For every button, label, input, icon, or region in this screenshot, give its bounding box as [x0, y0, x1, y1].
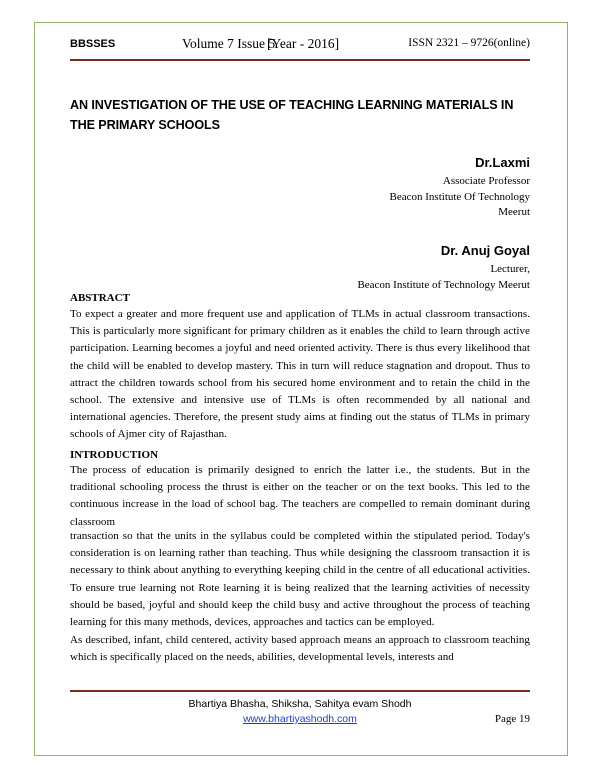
- page-number: Page 19: [494, 713, 530, 725]
- volume-issue: Volume 7 Issue 5: [182, 36, 276, 51]
- abstract-text: To expect a greater and more frequent use and application of TLMs in actual classroom transactions. This is particularly more significant for primary children as it enables the child to learn through active participation. Learning becomes a joyful and need oriented activity. There is thus every likelihood that the child will be enabled to develop mastery. This in turn will reduce stagnation and dropout. Thus to attract the children towards school from his secured home environment and to retain the child in the school. The extensive and intensive use of TLMs is often recommended by all national and international agencies. Therefore, the present study aims at finding out the status of TLMs in primary schools of Ajmer city of Rajasthan.: [70, 308, 530, 441]
- author-affiliation-line: Meerut: [498, 206, 530, 219]
- author-block-2: [357, 243, 530, 293]
- footer-url-link[interactable]: www.bhartiyashodh.com: [243, 713, 357, 725]
- author-affiliation-line: Lecturer,: [490, 263, 530, 275]
- paper-title: AN INVESTIGATION OF THE USE OF TEACHING LEARNING MATERIALS IN THE PRIMARY SCHOOLS: [70, 98, 514, 132]
- footer-publisher: Bhartiya Bhasha, Shiksha, Sahitya evam Shodh: [188, 698, 412, 710]
- author-affiliation-line: Beacon Institute of Technology Meerut: [357, 278, 530, 291]
- abstract-heading: ABSTRACT: [70, 292, 130, 304]
- introduction-paragraph: As described, infant, child centered, activity based approach means an approach to classroom teaching which is specifically placed on the needs, abilities, developmental levels, interests and: [70, 634, 530, 664]
- author-affiliation-line: Associate Professor: [442, 175, 530, 187]
- author-affiliation-line: Beacon Institute Of Technology: [389, 190, 530, 203]
- header-rule: [70, 59, 530, 61]
- issn-label: ISSN 2321 – 9726(online): [408, 37, 530, 49]
- running-header: [70, 36, 530, 56]
- introduction-heading: INTRODUCTION: [70, 449, 159, 461]
- footer-rule: [70, 690, 530, 692]
- author-name: Dr. Anuj Goyal: [440, 243, 530, 258]
- year-label: [Year - 2016]: [267, 36, 340, 51]
- author-block-1: [390, 155, 530, 221]
- author-name: Dr.Laxmi: [475, 155, 530, 170]
- journal-abbrev: BBSSES: [70, 38, 116, 50]
- introduction-paragraph: transaction so that the units in the syllabus could be completed within the stipulated period. Today's consideration is on learning rather than teaching. Thus while designing the classroom transaction it is necessary to think about anything to everything keeping child in the centre of all educational activities. To ensure true learning not Rote learning it is being realized that the learning activities of necessity should be based, joyful and should keep the child busy and active throughout the process of teaching learning for this many methods, devices, approaches and tactics can be employed.: [70, 530, 530, 629]
- introduction-paragraph: The process of education is primarily designed to enrich the latter i.e., the students. But in the traditional schooling process the thrust is either on the teacher or on the text books. This led to the continuous increase in the load of school bag. The teachers are compelled to remain dominant during classroom: [70, 464, 530, 528]
